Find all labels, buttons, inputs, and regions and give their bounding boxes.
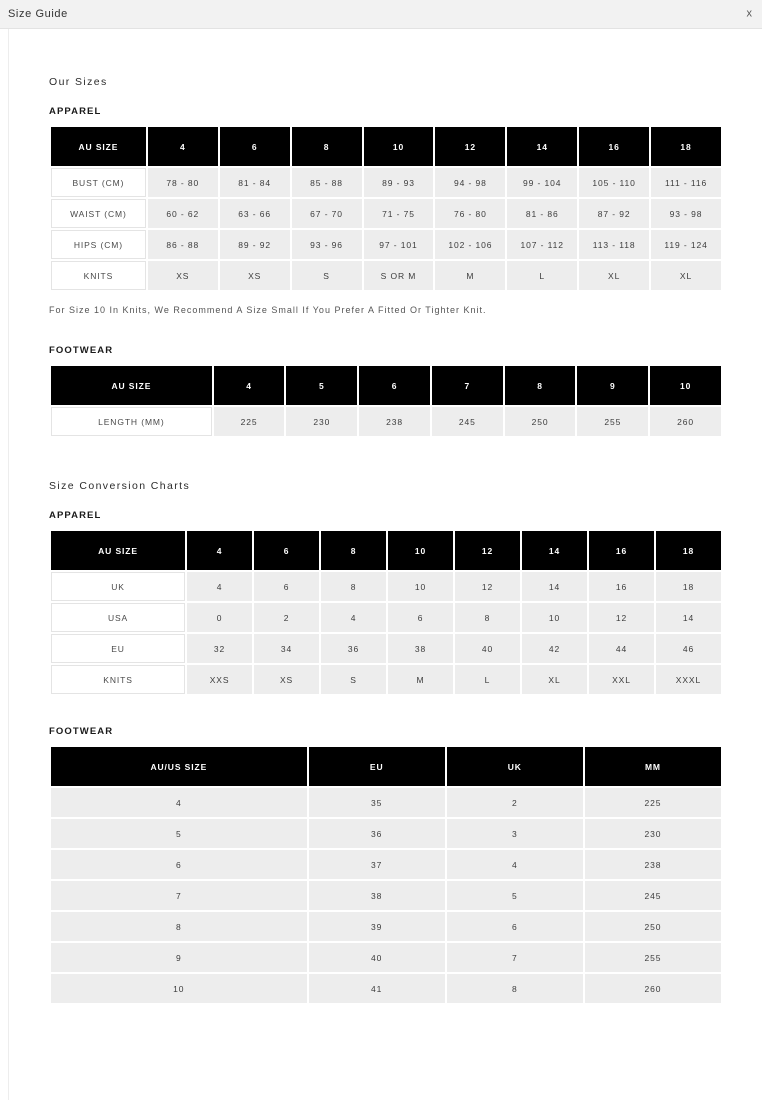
column-header: 8 (505, 366, 576, 405)
table-cell: 63 - 66 (220, 199, 290, 228)
table-cell: 119 - 124 (651, 230, 721, 259)
column-header: 16 (579, 127, 649, 166)
table-cell: S (321, 665, 386, 694)
table-cell: 89 - 93 (364, 168, 434, 197)
table-row (51, 943, 721, 972)
conversion-title: Size Conversion Charts (49, 480, 191, 492)
table-cell: 4 (447, 850, 583, 879)
content-area (10, 29, 762, 1100)
table-cell: 12 (589, 603, 654, 632)
table-cell: 8 (447, 974, 583, 1003)
column-header: EU (309, 747, 445, 786)
table-cell: 10 (522, 603, 587, 632)
table-cell: 6 (447, 912, 583, 941)
table-cell: 245 (432, 407, 503, 436)
table-cell: 81 - 86 (507, 199, 577, 228)
table-cell: 102 - 106 (435, 230, 505, 259)
dialog-header (0, 0, 762, 29)
table-cell: 85 - 88 (292, 168, 362, 197)
table-cell: 107 - 112 (507, 230, 577, 259)
conversion-footwear-table (49, 745, 723, 1005)
column-header: 10 (364, 127, 434, 166)
table-cell: 9 (51, 943, 307, 972)
table-cell: 6 (388, 603, 453, 632)
table-cell: 93 - 98 (651, 199, 721, 228)
table-cell: 36 (309, 819, 445, 848)
table-cell: 76 - 80 (435, 199, 505, 228)
table-cell: 6 (254, 572, 319, 601)
table-row (51, 230, 721, 259)
column-header: 6 (254, 531, 319, 570)
column-header: 10 (388, 531, 453, 570)
table-cell: 230 (286, 407, 357, 436)
column-header: 5 (286, 366, 357, 405)
column-header: 6 (359, 366, 430, 405)
knit-size-note: For Size 10 In Knits, We Recommend A Size Small If You Prefer A Fitted Or Tighter Knit. (49, 305, 487, 315)
table-row (51, 407, 721, 436)
table-cell: 44 (589, 634, 654, 663)
row-label: HIPS (CM) (51, 230, 146, 259)
table-cell: XL (522, 665, 587, 694)
table-cell: 60 - 62 (148, 199, 218, 228)
table-cell: 7 (447, 943, 583, 972)
left-gutter (0, 29, 9, 1100)
column-header: 9 (577, 366, 648, 405)
table-cell: 16 (589, 572, 654, 601)
our-sizes-apparel-label: APPAREL (49, 106, 102, 117)
close-icon[interactable]: x (746, 7, 752, 20)
table-cell: 81 - 84 (220, 168, 290, 197)
table-cell: 5 (447, 881, 583, 910)
table-cell: 12 (455, 572, 520, 601)
table-cell: 14 (522, 572, 587, 601)
table-row (51, 850, 721, 879)
our-sizes-apparel-table (49, 125, 723, 292)
table-header-row (51, 366, 721, 405)
table-cell: 238 (585, 850, 721, 879)
table-cell: XXXL (656, 665, 721, 694)
row-label: BUST (CM) (51, 168, 146, 197)
table-cell: 78 - 80 (148, 168, 218, 197)
table-cell: 255 (585, 943, 721, 972)
table-cell: 4 (187, 572, 252, 601)
table-cell: 14 (656, 603, 721, 632)
table-cell: L (507, 261, 577, 290)
table-cell: XL (579, 261, 649, 290)
table-row (51, 912, 721, 941)
table-cell: 10 (388, 572, 453, 601)
table-cell: 111 - 116 (651, 168, 721, 197)
conversion-footwear-label: FOOTWEAR (49, 726, 114, 737)
conversion-apparel-label: APPAREL (49, 510, 102, 521)
table-cell: 238 (359, 407, 430, 436)
table-cell: XL (651, 261, 721, 290)
column-header: AU SIZE (51, 127, 146, 166)
column-header: UK (447, 747, 583, 786)
table-cell: XS (254, 665, 319, 694)
row-label: KNITS (51, 261, 146, 290)
column-header: MM (585, 747, 721, 786)
table-cell: 250 (585, 912, 721, 941)
table-cell: 99 - 104 (507, 168, 577, 197)
table-cell: 87 - 92 (579, 199, 649, 228)
column-header: 4 (187, 531, 252, 570)
table-cell: 71 - 75 (364, 199, 434, 228)
table-cell: 40 (309, 943, 445, 972)
table-cell: 8 (455, 603, 520, 632)
table-cell: 39 (309, 912, 445, 941)
table-cell: 40 (455, 634, 520, 663)
table-cell: 89 - 92 (220, 230, 290, 259)
table-cell: 255 (577, 407, 648, 436)
table-header-row (51, 127, 721, 166)
table-cell: 18 (656, 572, 721, 601)
column-header: 14 (522, 531, 587, 570)
table-cell: 225 (585, 788, 721, 817)
table-cell: XXL (589, 665, 654, 694)
column-header: 14 (507, 127, 577, 166)
table-cell: 34 (254, 634, 319, 663)
table-cell: S OR M (364, 261, 434, 290)
table-cell: 6 (51, 850, 307, 879)
table-cell: 97 - 101 (364, 230, 434, 259)
our-sizes-title: Our Sizes (49, 76, 108, 88)
table-cell: 37 (309, 850, 445, 879)
column-header: AU SIZE (51, 366, 212, 405)
table-cell: 5 (51, 819, 307, 848)
table-cell: 41 (309, 974, 445, 1003)
our-sizes-footwear-table (49, 364, 723, 438)
column-header: 12 (455, 531, 520, 570)
column-header: 12 (435, 127, 505, 166)
table-row (51, 881, 721, 910)
row-label: LENGTH (MM) (51, 407, 212, 436)
row-label: KNITS (51, 665, 185, 694)
row-label: USA (51, 603, 185, 632)
column-header: 7 (432, 366, 503, 405)
table-cell: 67 - 70 (292, 199, 362, 228)
table-cell: 86 - 88 (148, 230, 218, 259)
table-cell: 245 (585, 881, 721, 910)
table-row (51, 199, 721, 228)
table-cell: 4 (321, 603, 386, 632)
column-header: AU SIZE (51, 531, 185, 570)
column-header: 8 (292, 127, 362, 166)
table-row (51, 168, 721, 197)
table-cell: 250 (505, 407, 576, 436)
table-cell: XXS (187, 665, 252, 694)
table-cell: 8 (321, 572, 386, 601)
table-row (51, 261, 721, 290)
our-sizes-footwear-label: FOOTWEAR (49, 345, 114, 356)
row-label: WAIST (CM) (51, 199, 146, 228)
table-cell: 0 (187, 603, 252, 632)
table-cell: M (435, 261, 505, 290)
column-header: 8 (321, 531, 386, 570)
table-cell: 2 (447, 788, 583, 817)
column-header: 6 (220, 127, 290, 166)
table-cell: 230 (585, 819, 721, 848)
table-cell: 3 (447, 819, 583, 848)
table-cell: XS (220, 261, 290, 290)
table-cell: 2 (254, 603, 319, 632)
table-cell: 10 (51, 974, 307, 1003)
column-header: 18 (656, 531, 721, 570)
table-cell: 38 (309, 881, 445, 910)
table-header-row (51, 531, 721, 570)
table-cell: 94 - 98 (435, 168, 505, 197)
table-cell: L (455, 665, 520, 694)
table-cell: 35 (309, 788, 445, 817)
column-header: 4 (214, 366, 285, 405)
table-row (51, 665, 721, 694)
table-row (51, 634, 721, 663)
table-cell: 260 (650, 407, 721, 436)
table-row (51, 572, 721, 601)
table-cell: 7 (51, 881, 307, 910)
column-header: 10 (650, 366, 721, 405)
column-header: 16 (589, 531, 654, 570)
table-cell: S (292, 261, 362, 290)
table-cell: 260 (585, 974, 721, 1003)
row-label: UK (51, 572, 185, 601)
table-cell: XS (148, 261, 218, 290)
table-cell: 93 - 96 (292, 230, 362, 259)
table-cell: 105 - 110 (579, 168, 649, 197)
conversion-apparel-table (49, 529, 723, 696)
table-row (51, 603, 721, 632)
table-cell: M (388, 665, 453, 694)
table-cell: 4 (51, 788, 307, 817)
table-row (51, 974, 721, 1003)
table-header-row (51, 747, 721, 786)
table-cell: 38 (388, 634, 453, 663)
row-label: EU (51, 634, 185, 663)
table-cell: 225 (214, 407, 285, 436)
table-cell: 32 (187, 634, 252, 663)
table-row (51, 819, 721, 848)
table-cell: 46 (656, 634, 721, 663)
table-cell: 42 (522, 634, 587, 663)
table-cell: 36 (321, 634, 386, 663)
table-cell: 8 (51, 912, 307, 941)
table-cell: 113 - 118 (579, 230, 649, 259)
page-title: Size Guide (8, 8, 68, 20)
table-row (51, 788, 721, 817)
column-header: AU/US SIZE (51, 747, 307, 786)
column-header: 4 (148, 127, 218, 166)
column-header: 18 (651, 127, 721, 166)
